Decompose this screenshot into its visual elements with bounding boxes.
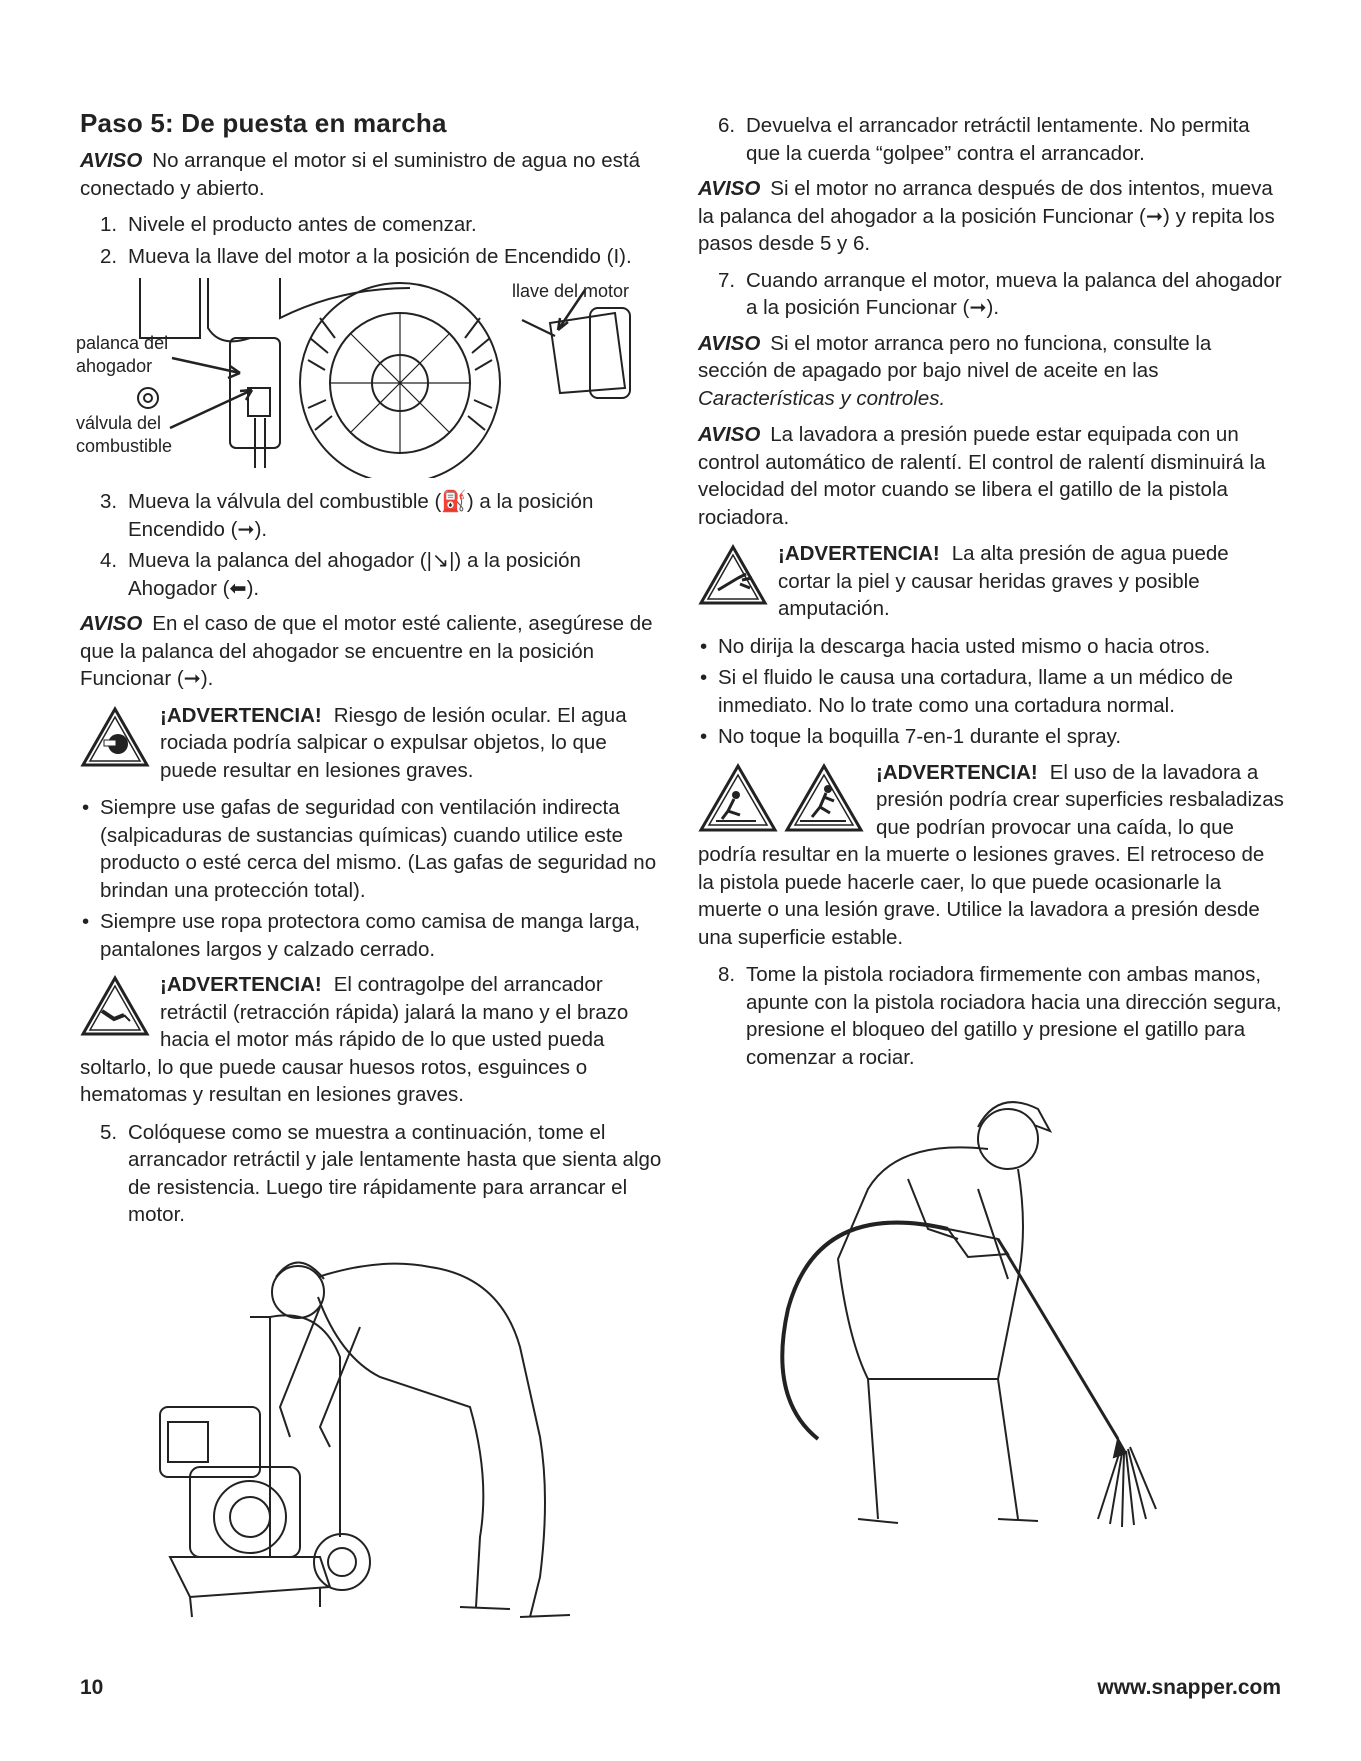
step-number: 5. — [100, 1120, 118, 1144]
step-item — [698, 267, 1284, 322]
step-item — [80, 1119, 662, 1229]
step-item — [698, 112, 1284, 167]
fall-hazard-icon — [784, 763, 864, 833]
step-number: 1. — [100, 213, 118, 236]
starting-engine-illustration — [80, 1237, 662, 1642]
step-item — [80, 547, 662, 602]
notice-reference: Características y controles. — [698, 386, 946, 410]
label-fuel-valve: válvula del combustible — [76, 413, 173, 456]
person-pulling-starter-illustration — [80, 1237, 640, 1637]
step-text: Tome la pistola rociadora firmemente con ambas manos, apunte con la pistola rociadora hacia una dirección segura, presione el bloqueo del gatillo y presione el gatillo para comenzar a rociar. — [746, 963, 1282, 1069]
label-engine-key: llave del motor — [512, 281, 630, 301]
step-item — [80, 488, 662, 543]
pressure-bullets — [698, 633, 1284, 751]
warning-label: ¡ADVERTENCIA! — [876, 760, 1038, 784]
notice-text: No arranque el motor si el suministro de agua no está conectado y abierto. — [80, 149, 640, 200]
slip-hazard-icon — [698, 763, 778, 833]
step-text: Nivele el producto antes de comenzar. — [128, 213, 477, 236]
bullet-item: • Siempre use ropa protectora como camisa de manga larga, pantalones largos y calzado cerrado. — [80, 908, 662, 963]
steps-list-f — [698, 961, 1284, 1071]
aviso-label: AVISO — [80, 612, 143, 635]
warning-text: El contragolpe del arrancador retráctil (retracción rápida) jalará la mano y el brazo hacia el motor más rápido de lo que usted pueda soltarlo, lo que puede causar huesos rotos, esguinces o hematomas y resultan en lesiones graves. — [80, 973, 629, 1106]
aviso-label: AVISO — [698, 331, 761, 355]
warning-kickback — [80, 971, 662, 1109]
aviso-label: AVISO — [80, 149, 143, 172]
warning-slip-fall — [698, 759, 1284, 952]
skin-injection-warning-icon — [698, 544, 768, 606]
step-text: Mueva la llave del motor a la posición de Encendido (I). — [128, 244, 632, 268]
warning-label: ¡ADVERTENCIA! — [778, 542, 940, 565]
steps-list-b — [80, 488, 662, 602]
step-number: 4. — [100, 549, 118, 572]
aviso-label: AVISO — [698, 177, 761, 200]
notice-low-oil — [698, 330, 1284, 413]
spraying-illustration — [698, 1079, 1284, 1554]
warning-label: ¡ADVERTENCIA! — [160, 703, 322, 727]
step-item — [80, 243, 662, 271]
step-item — [80, 211, 662, 239]
step-text: Cuando arranque el motor, mueva la palanca del ahogador a la posición Funcionar (➞). — [746, 268, 1282, 319]
step-text: Devuelva el arrancador retráctil lentamente. No permita que la cuerda “golpee” contra el arrancador. — [746, 114, 1250, 165]
step-item — [698, 961, 1284, 1071]
step-number: 7. — [718, 268, 736, 292]
website-link[interactable]: www.snapper.com — [1097, 1676, 1281, 1699]
section-heading: Paso 5: De puesta en marcha — [80, 108, 447, 138]
warning-icon-group — [698, 763, 864, 833]
warning-text: La alta presión de agua puede cortar la piel y causar heridas graves y posible amputación. — [778, 542, 1229, 620]
notice-no-start — [698, 175, 1284, 258]
safety-bullets — [80, 794, 662, 963]
warning-eye-injury — [80, 702, 662, 785]
step-number: 6. — [718, 114, 736, 137]
step-text: Mueva la válvula del combustible (⛽) a la posición Encendido (➞). — [128, 490, 594, 541]
warning-text: Riesgo de lesión ocular. El agua rociada podría salpicar o expulsar objetos, lo que puede resultar en lesiones graves. — [160, 703, 627, 782]
step-number: 8. — [718, 963, 736, 986]
left-column — [76, 108, 662, 1642]
notice-idle-control — [698, 421, 1284, 531]
aviso-label: AVISO — [698, 423, 761, 446]
steps-list-c — [80, 1119, 662, 1229]
bullet-item: • No dirija la descarga hacia usted mismo o hacia otros. — [698, 633, 1284, 661]
step-text: Colóquese como se muestra a continuación, tome el arrancador retráctil y jale lentamente hasta que sienta algo de resistencia. Luego tire rápidamente para arrancar el motor. — [128, 1120, 662, 1226]
kickback-warning-icon — [80, 975, 150, 1037]
notice-hot-engine — [80, 610, 662, 693]
eye-protection-warning-icon — [80, 706, 150, 768]
step-number: 3. — [100, 490, 118, 513]
steps-list-a — [80, 211, 662, 270]
right-column — [698, 112, 1284, 1554]
warning-text: El uso de la lavadora a presión podría crear superficies resbaladizas que podrían provocar una caída, lo que podría resultar en la muerte o lesiones graves. El retroceso de la pistola puede hacerle caer, lo que puede ocasionarle la muerte o una lesión grave. Utilice la lavadora a presión desde una superficie estable. — [698, 760, 1284, 949]
warning-high-pressure — [698, 540, 1284, 623]
page-number: 10 — [80, 1676, 104, 1699]
bullet-item: • Siempre use gafas de seguridad con ventilación indirecta (salpicaduras de sustancias químicas) cuando utilice este producto o esté cerca del mismo. (Las gafas de seguridad no brindan una protección total). — [80, 794, 662, 904]
bullet-item: • Si el fluido le causa una cortadura, llame a un médico de inmediato. No lo trate como una cortadura normal. — [698, 664, 1284, 719]
engine-controls-figure — [76, 278, 662, 478]
warning-label: ¡ADVERTENCIA! — [160, 973, 322, 996]
label-choke-lever: palanca del ahogador — [76, 333, 169, 376]
notice-text: La lavadora a presión puede estar equipada con un control automático de ralentí. El control de ralentí disminuirá la velocidad del motor cuando se libera el gatillo de la pistola rociadora. — [698, 423, 1266, 529]
notice-text: En el caso de que el motor esté caliente, asegúrese de que la palanca del ahogador se encuentre en la posición Funcionar (➞). — [80, 612, 653, 690]
step-text: Mueva la palanca del ahogador (|↘|) a la posición Ahogador (⬅). — [128, 549, 581, 600]
steps-list-d — [698, 112, 1284, 167]
notice-text: Si el motor arranca pero no funciona, consulte la sección de apagado por bajo nivel de aceite en las — [698, 331, 1212, 382]
bullet-item: • No toque la boquilla 7-en-1 durante el spray. — [698, 723, 1284, 751]
notice-water — [80, 147, 662, 202]
step-number: 2. — [100, 244, 118, 268]
steps-list-e — [698, 267, 1284, 322]
person-spraying-illustration — [698, 1079, 1258, 1549]
notice-text: Si el motor no arranca después de dos intentos, mueva la palanca del ahogador a la posición Funcionar (➞) y repita los pasos desde 5 y 6. — [698, 177, 1275, 255]
